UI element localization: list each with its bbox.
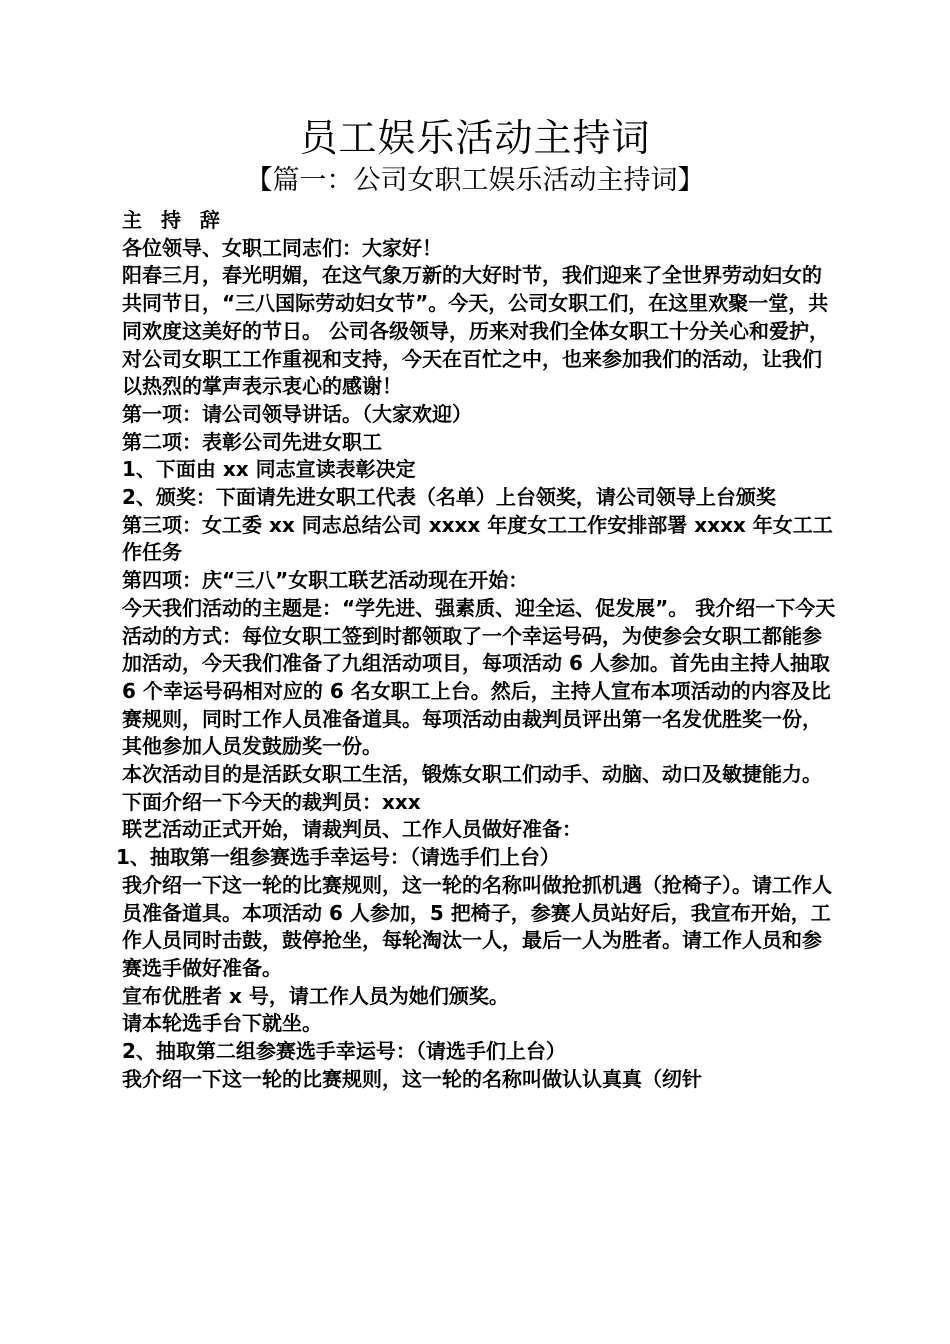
paragraph: 第四项：庆“三八”女职工联艺活动现在开始： — [122, 568, 529, 593]
paragraph: 第一项：请公司领导讲话。（大家欢迎） — [122, 401, 472, 426]
paragraph: 1、下面由 xx 同志宣读表彰决定 — [122, 457, 416, 482]
paragraph: 第二项：表彰公司先进女职工 — [122, 429, 382, 454]
document-subtitle: 【篇一：公司女职工娱乐活动主持词】 — [245, 165, 705, 196]
document-title: 员工娱乐活动主持词 — [299, 116, 651, 160]
paragraph: 1、抽取第一组参赛选手幸运号：（请选手们上台） — [116, 845, 560, 870]
document-body — [116, 207, 838, 1094]
paragraph: 2、抽取第二组参赛选手幸运号：（请选手们上台） — [122, 1039, 566, 1064]
paragraph: 我介绍一下这一轮的比赛规则，这一轮的名称叫做认认真真（纫针 — [122, 1066, 702, 1091]
paragraph: 下面介绍一下今天的裁判员：xxx — [122, 789, 421, 814]
paragraph: 第三项：女工委 xx 同志总结公司 xxxx 年度女工工作安排部署 xxxx 年女工工作任务 — [122, 512, 833, 565]
paragraph: 联艺活动正式开始，请裁判员、工作人员做好准备： — [122, 817, 582, 842]
paragraph: 请本轮选手台下就坐。 — [122, 1011, 322, 1036]
paragraph: 我介绍一下这一轮的比赛规则，这一轮的名称叫做抢抓机遇（抢椅子）。请工作人员准备道具。本项活动 6 人参加，5 把椅子，参赛人员站好后，我宣布开始，工作人员同时击鼓，鼓停抢坐，每轮淘汰一人，最后一人为胜者。请工作人员和参赛选手做好准备。 — [122, 872, 832, 980]
greeting-paragraph: 各位领导、女职工同志们：大家好！ — [122, 235, 442, 260]
paragraph: 阳春三月，春光明媚，在这气象万新的大好时节，我们迎来了全世界劳动妇女的共同节日，“三八国际劳动妇女节”。今天，公司女职工们，在这里欢聚一堂，共同欢度这美好的节日。 公司各级领导，历来对我们全体女职工十分关心和爱护，对公司女职工工作重视和支持，今天在百忙之中，也来参加我们的活动，让我们以热烈的掌声表示衷心的感谢！ — [122, 263, 829, 399]
paragraph: 本次活动目的是活跃女职工生活，锻炼女职工们动手、动脑、动口及敏捷能力。 — [122, 762, 822, 787]
paragraph: 2、颁奖：下面请先进女职工代表（名单）上台领奖，请公司领导上台颁奖 — [122, 485, 776, 510]
paragraph: 宣布优胜者 x 号，请工作人员为她们颁奖。 — [122, 983, 509, 1008]
section-heading: 主 持 辞 — [122, 208, 226, 232]
paragraph: 今天我们活动的主题是：“学先进、强素质、迎全运、促发展”。 我介绍一下今天活动的方式：每位女职工签到时都领取了一个幸运号码，为使参会女职工都能参加活动，今天我们准备了九组活动项目，每项活动 6 人参加。首先由主持人抽取 6 个幸运号码相对应的 6 名女职工上台。然后，主持人宣布本项活动的内容及比赛规则，同时工作人员准备道具。每项活动由裁判员评出第一名发优胜奖一份，其他参加人员发鼓励奖一份。 — [122, 595, 836, 759]
